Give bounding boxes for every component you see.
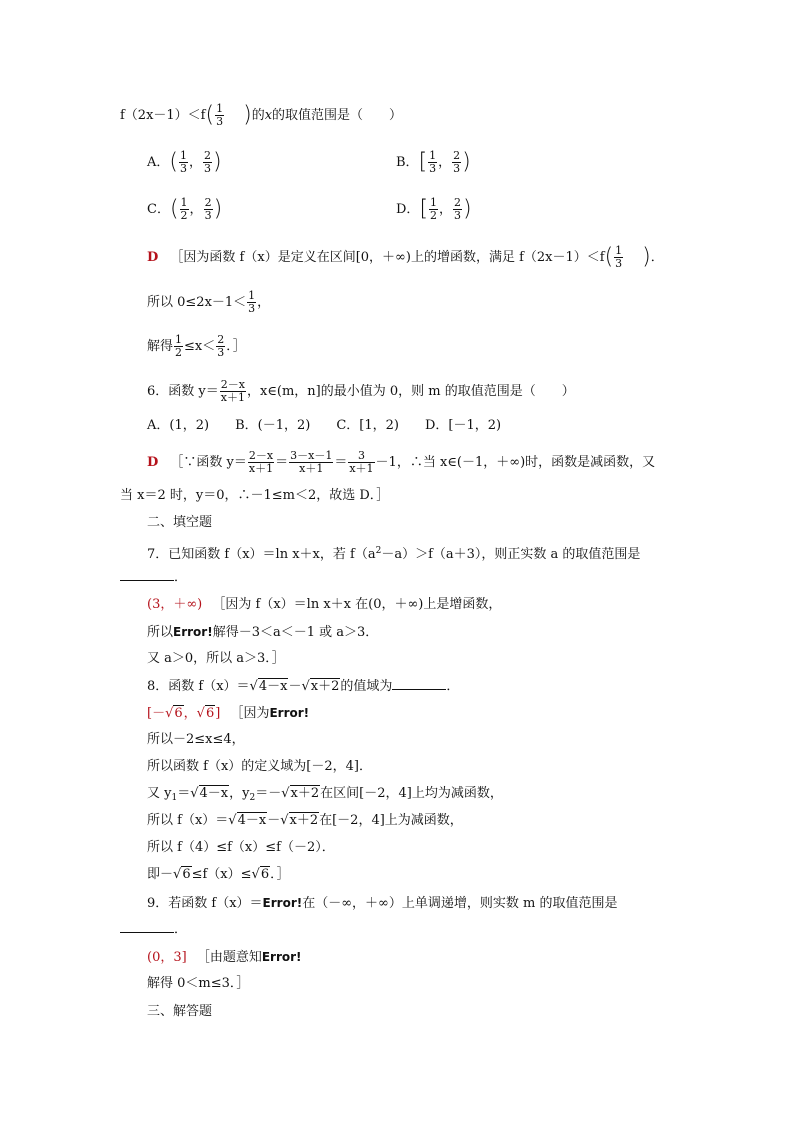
q5-option-d: D．[ $\frac{1}{2}$ ， $\frac{2}{3}$ ) xyxy=(396,196,472,222)
error-placeholder: Error! xyxy=(173,625,213,639)
error-placeholder: Error! xyxy=(269,706,310,720)
q6-solution-line2: 当 x＝2 时，y＝0，∴－1≤m＜2，故选 D．］ xyxy=(120,488,390,503)
answer-blank xyxy=(120,568,174,581)
answer-blank xyxy=(120,920,174,933)
q5-solution-line2: 所以 0≤2x－1＜ $\frac{1}{3}$ ， xyxy=(147,289,271,315)
q7-solution-line3: 又 a＞0，所以 a＞3．］ xyxy=(147,651,285,666)
q8-solution-line4: 又 $y_1=√4-x$，$y_2=-√x+2$在区间[－2，4]上均为减函数， xyxy=(147,786,503,803)
paren: ( xyxy=(205,102,215,128)
answer-value: (0，3] xyxy=(147,950,187,965)
answer-value: [－√6，√6] xyxy=(147,706,221,721)
q6-options: A．(1，2) B．(－1，2) C．[1，2) D．[－1，2) xyxy=(147,418,502,433)
q8-solution-line5: 所以 f（x）＝√4－x－√x＋2在[－2，4]上为减函数， xyxy=(147,813,463,828)
q6-solution-line1: D ［∵函数 y＝ $\frac{2-x}{x+1}$ ＝ $\frac{3-x-1}{x+1}$ ＝ $\frac{3}{x+1}$ －1，∴当 x∈(－1，＋∞)时，函数是减函数，又 xyxy=(147,449,656,475)
q7-stem: 7．已知函数 f（x）＝ln x＋x，若 $f(a^2-a)>f(a+3)$，则正实数 a 的取值范围是 xyxy=(147,546,641,562)
q8-stem: 8．函数 f（x）＝√4－x－√x＋2的值域为 ． xyxy=(147,679,460,694)
answer-blank xyxy=(392,677,446,690)
q5-solution-line3: 解得 $\frac{1}{2}$ ≤x＜ $\frac{2}{3}$ ．］ xyxy=(147,333,246,359)
q5-option-c: C．( $\frac{1}{2}$ ， $\frac{2}{3}$ ) xyxy=(147,196,223,222)
q5-solution-line1: D ［因为函数 f（x）是定义在区间[0，＋∞)上的增函数，满足 f（2x－1）＜f( $\frac{1}{3}$ )． xyxy=(147,244,664,270)
q9-solution-line1: (0，3] ［由题意知Error! xyxy=(147,950,302,965)
q8-solution-line3: 所以函数 f（x）的定义域为[－2，4]． xyxy=(147,759,372,774)
error-placeholder: Error! xyxy=(261,950,302,964)
q9-solution-line2: 解得 0＜m≤3．］ xyxy=(147,976,250,991)
q8-solution-line1: [－√6，√6] ［因为Error! xyxy=(147,706,310,721)
section-heading-3: 三、解答题 xyxy=(147,1004,213,1019)
fraction: $\frac{1}{3}$ xyxy=(216,102,224,128)
q8-solution-line2: 所以－2≤x≤4， xyxy=(147,732,245,747)
q8-solution-line6: 所以 f（4）≤f（x）≤f（－2）． xyxy=(147,840,335,855)
q7-solution-line2: 所以Error!解得－3＜a＜－1 或 a＞3． xyxy=(147,625,379,640)
q5-stem-text: f（2x－1）＜f xyxy=(120,108,206,123)
q5-stem: f（2x－1）＜f( $\frac{1}{3}$ )的x的取值范围是（ ） xyxy=(120,102,403,128)
paren: ) xyxy=(243,102,252,128)
answer-value: (3，＋∞) xyxy=(147,597,203,612)
q5-option-a: A．( $\frac{1}{3}$ ， $\frac{2}{3}$ ) xyxy=(147,149,222,175)
q9-blank-line: ． xyxy=(120,920,187,939)
q8-solution-line7: 即－√6≤f（x）≤√6．］ xyxy=(147,867,290,882)
q7-blank-line: ． xyxy=(120,568,187,587)
q7-solution-line1: (3，＋∞) ［因为 f（x）＝ln x＋x 在(0，＋∞)上是增函数， xyxy=(147,597,502,612)
q6-stem: 6．函数 y＝ $\frac{2-x}{x+1}$ ，x∈(m，n]的最小值为 0，则 m 的取值范围是（ ） xyxy=(147,378,575,404)
answer-letter: D xyxy=(147,455,159,470)
section-heading-2: 二、填空题 xyxy=(147,515,213,530)
answer-letter: D xyxy=(147,250,159,265)
q5-option-b: B．[ $\frac{1}{3}$ ， $\frac{2}{3}$ ) xyxy=(396,149,471,175)
q9-stem: 9．若函数 f（x）＝Error!在（－∞，＋∞）上单调递增，则实数 m 的取值范围是 xyxy=(147,896,618,911)
error-placeholder: Error! xyxy=(262,896,303,910)
